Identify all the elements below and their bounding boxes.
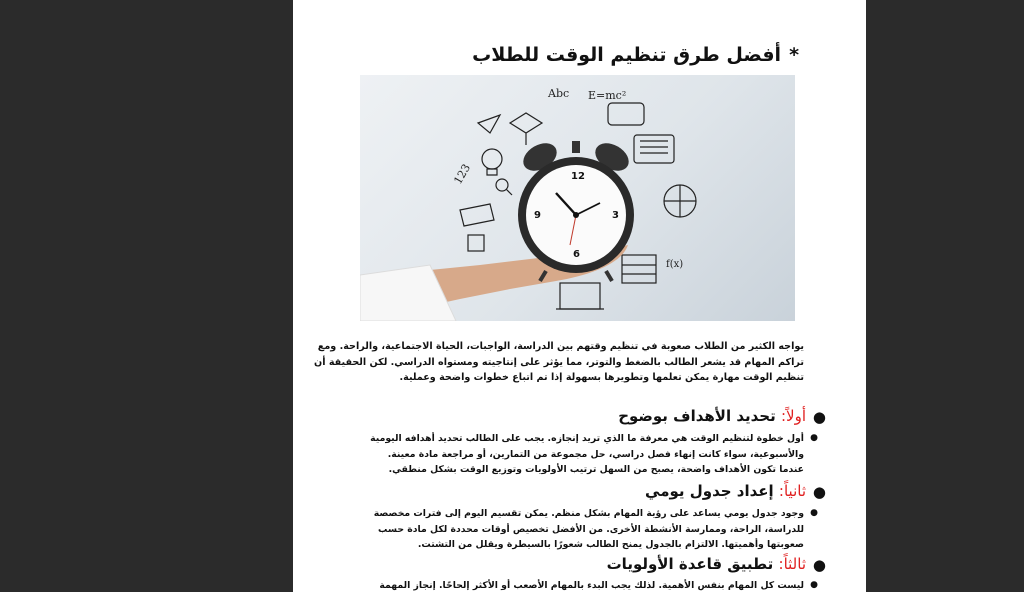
title-marker: *: [789, 44, 799, 66]
section-title: إعداد جدول يومي: [645, 482, 774, 500]
bullet-icon: ●: [810, 433, 818, 443]
body-line: وجود جدول يومي يساعد على رؤية المهام بشكل منظم. يمكن تقسيم اليوم إلى فترات مخصصة: [373, 508, 804, 519]
section-heading-2: [645, 482, 826, 501]
section-number: ثانياً:: [778, 482, 806, 500]
section-body-2: [364, 506, 818, 553]
cube-icon: [468, 235, 484, 251]
body-line: عندما تكون الأهداف واضحة، يصبح من السهل ترتيب الأولويات وتوزيع الوقت بشكل منطقي.: [388, 464, 804, 475]
diploma-icon: [460, 204, 494, 226]
speech-bubble-icon: [608, 103, 644, 125]
section-heading-1: [618, 407, 826, 426]
bullet-icon: ●: [810, 580, 818, 590]
svg-text:3: 3: [612, 210, 619, 221]
intro-paragraph: [314, 339, 804, 386]
lightbulb-icon: [482, 149, 502, 169]
intro-line: تراكم المهام قد يشعر الطالب بالضغط والتوتر، مما يؤثر على إنتاجيته ومستواه الدراسي. لكن الحقيقة أن: [314, 356, 804, 368]
graduation-cap-icon: [510, 113, 542, 145]
section-body-1: [364, 431, 818, 478]
svg-text:12: 12: [571, 171, 585, 182]
doodle-abc: Abc: [548, 87, 570, 100]
body-line: ليست كل المهام بنفس الأهمية. لذلك يجب البدء بالمهام الأصعب أو الأكثر إلحاحًا. إنجاز المهمة: [379, 580, 804, 591]
section-title: تطبيق قاعدة الأولويات: [606, 555, 774, 573]
body-line: للدراسة، الراحة، وممارسة الأنشطة الأخرى. من الأفضل تخصيص أوقات محددة لكل مادة حسب: [378, 523, 804, 535]
svg-text:6: 6: [573, 249, 580, 260]
body-line: والأسبوعية، سواء كانت إنهاء فصل دراسي، حل مجموعة من التمارين، أو مراجعة مادة معينة.: [387, 448, 804, 460]
doodle-123: 123: [451, 161, 474, 187]
bullet-icon: ●: [812, 556, 826, 574]
doodle-fx: f(x): [666, 259, 684, 270]
intro-line: تنظيم الوقت مهارة يمكن تعلمها وتطويرها بسهولة إذا تم اتباع خطوات واضحة وعملية.: [399, 372, 804, 383]
page-title: [472, 44, 799, 66]
bullet-icon: ●: [812, 483, 826, 501]
bullet-icon: ●: [812, 408, 826, 426]
body-line: صعوبتها وأهميتها. الالتزام بالجدول يمنح الطالب شعورًا بالسيطرة ويقلل من التشتت.: [417, 539, 804, 550]
document-page: [293, 0, 866, 592]
hero-image: [360, 75, 795, 321]
laptop-icon: [560, 283, 600, 309]
section-title: تحديد الأهداف بوضوح: [618, 407, 776, 425]
section-heading-3: [606, 555, 826, 574]
doodle-emc2: E=mc²: [588, 89, 627, 102]
calculator-icon: [634, 135, 674, 163]
section-number: ثالثاً:: [778, 555, 806, 573]
books-icon: [622, 255, 656, 283]
svg-text:9: 9: [534, 210, 541, 221]
title-text: أفضل طرق تنظيم الوقت للطلاب: [472, 44, 782, 66]
paper-plane-icon: [478, 115, 500, 133]
section-body-3: [364, 578, 818, 592]
section-number: أولاً:: [780, 407, 806, 425]
body-line: أول خطوة لتنظيم الوقت هي معرفة ما الذي تريد إنجازه. يجب على الطالب تحديد أهدافه اليومية: [370, 433, 804, 444]
bullet-icon: ●: [810, 508, 818, 518]
intro-line: يواجه الكثير من الطلاب صعوبة في تنظيم وقتهم بين الدراسة، الواجبات، الحياة الاجتماعية، والراحة. ومع: [317, 341, 804, 352]
clock-illustration: [360, 75, 795, 321]
